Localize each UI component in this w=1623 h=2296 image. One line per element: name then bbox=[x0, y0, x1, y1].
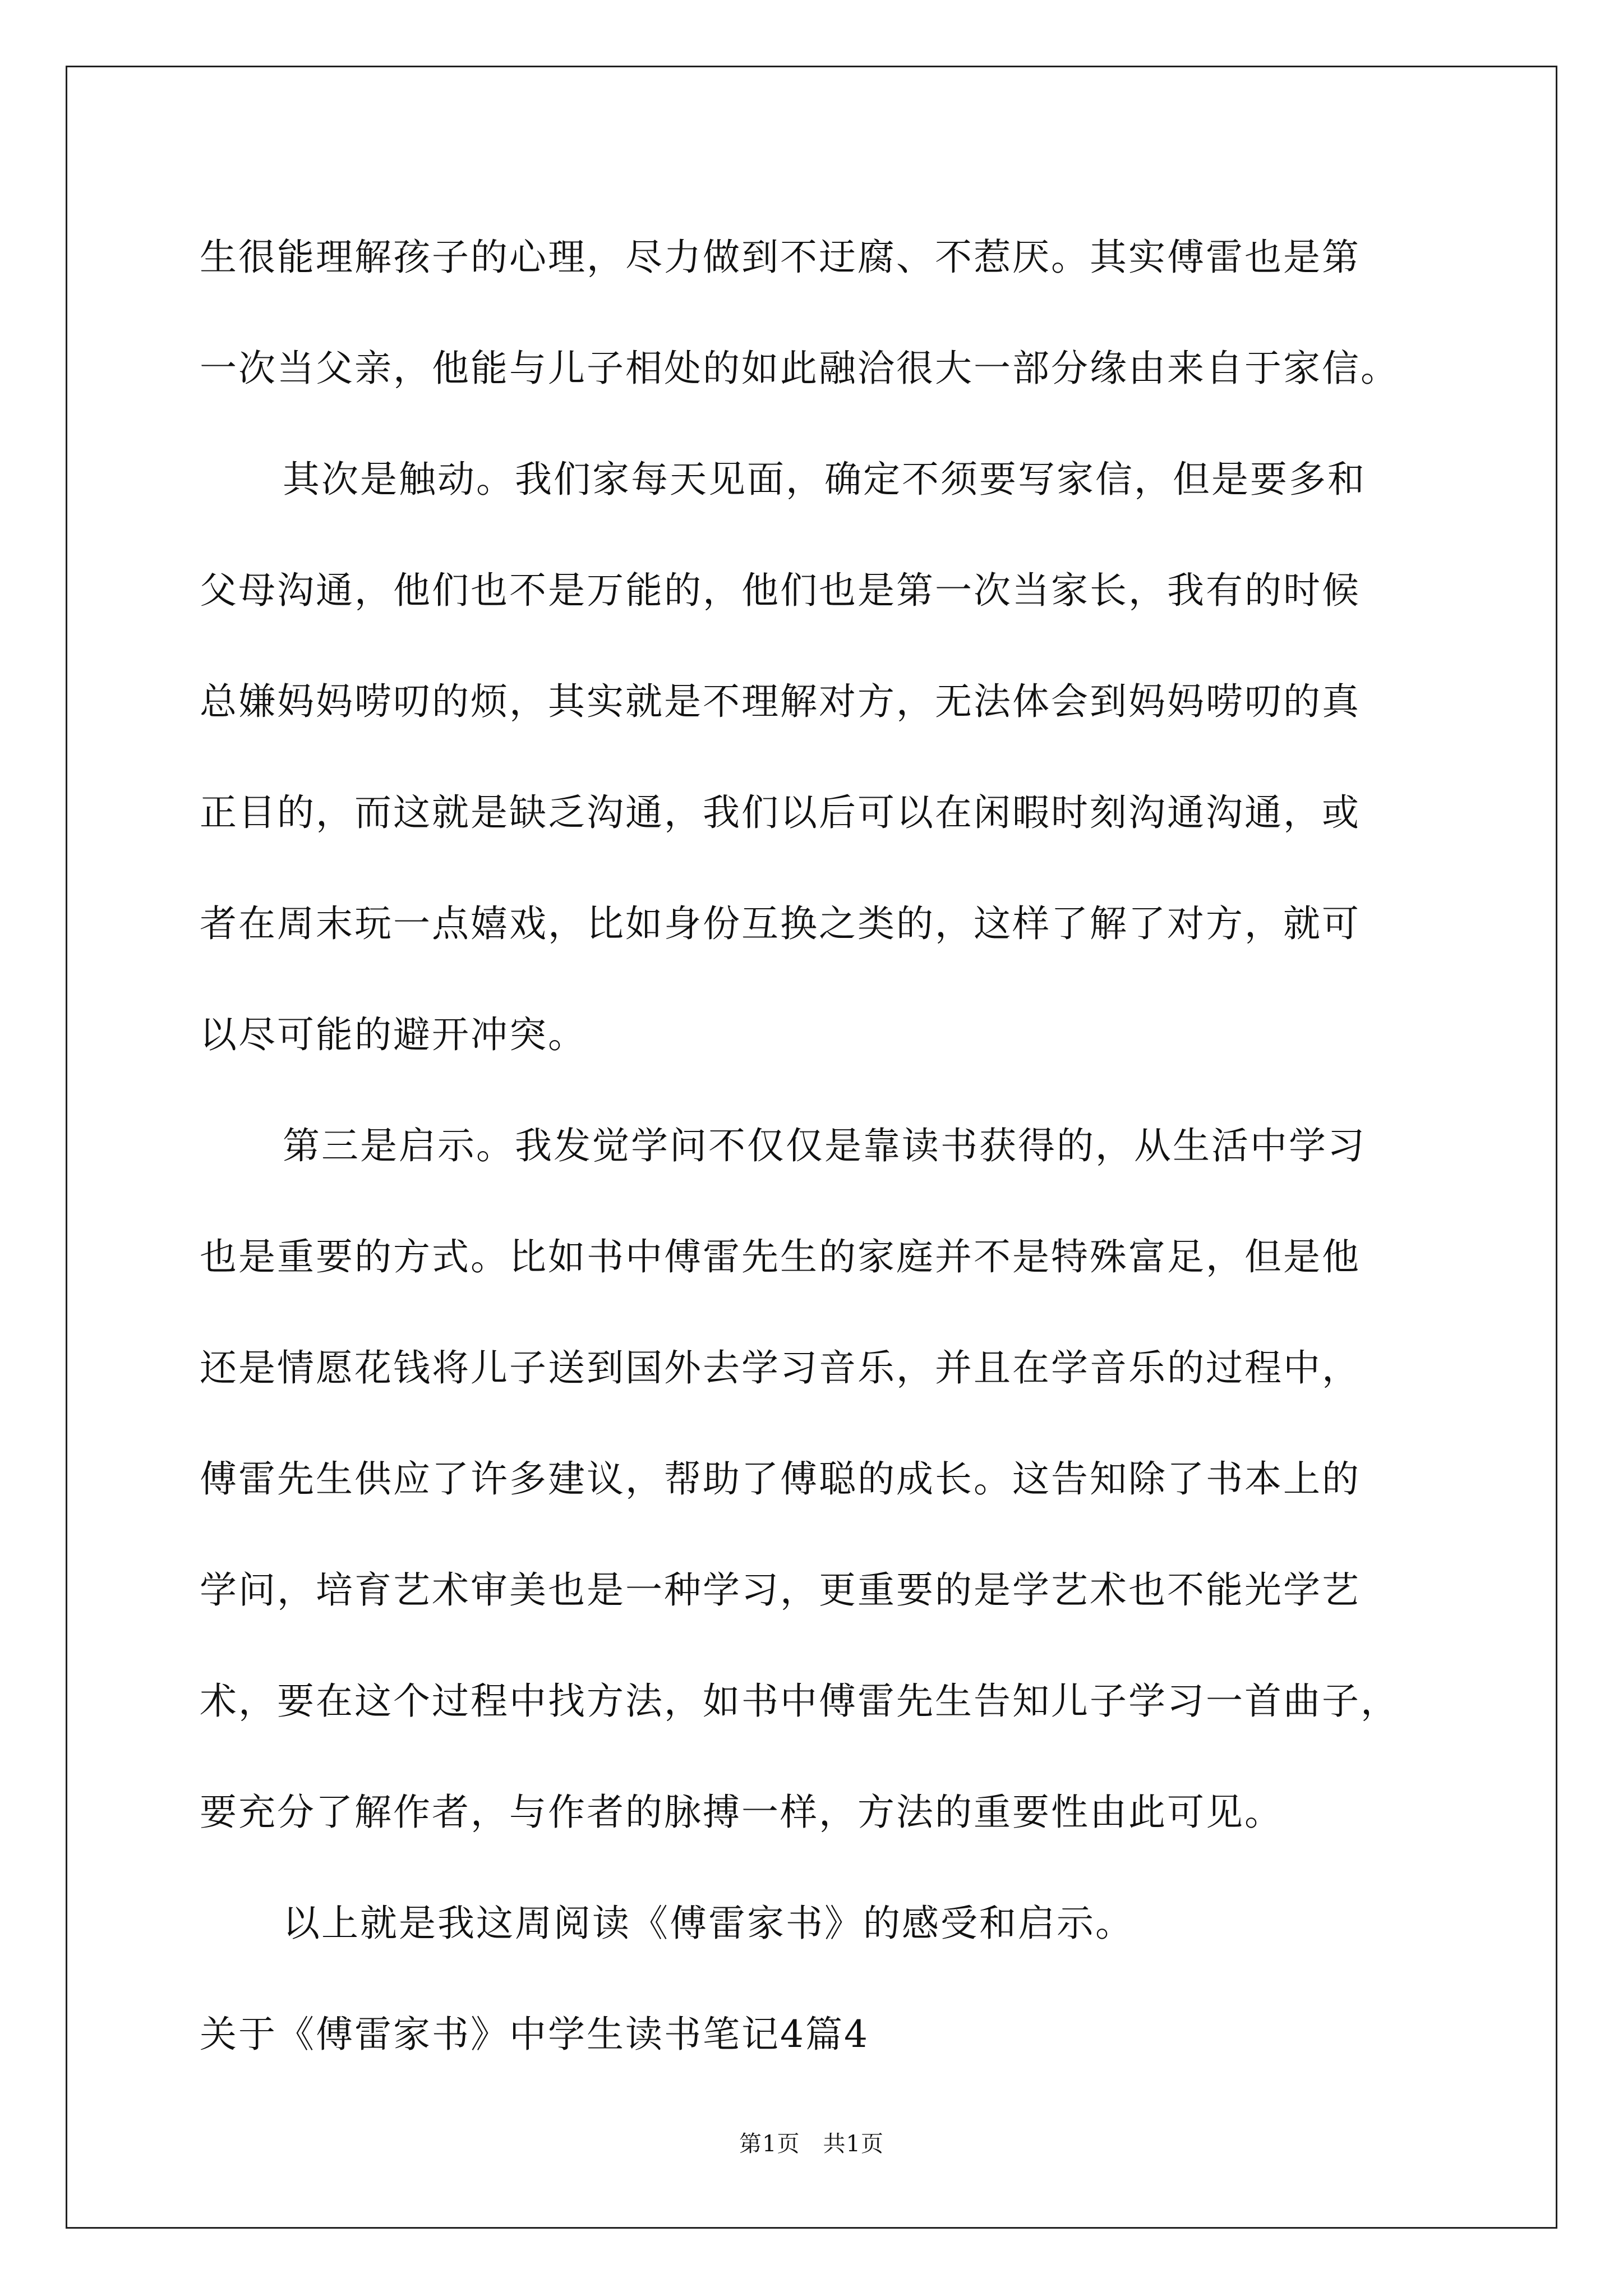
text-line: 还是情愿花钱将儿子送到国外去学习音乐，并且在学音乐的过程中， bbox=[200, 1346, 1361, 1389]
text-line: 以尽可能的避开冲突。 bbox=[200, 1013, 587, 1056]
text-line: 要充分了解作者，与作者的脉搏一样，方法的重要性由此可见。 bbox=[200, 1791, 1283, 1834]
text-line: 者在周末玩一点嬉戏，比如身份互换之类的，这样了解了对方，就可 bbox=[200, 902, 1361, 945]
text-line: 术，要在这个过程中找方法，如书中傅雷先生告知儿子学习一首曲子， bbox=[200, 1680, 1399, 1723]
text-line: 一次当父亲，他能与儿子相处的如此融洽很大一部分缘由来自于家信。 bbox=[200, 347, 1399, 390]
document-body bbox=[200, 202, 1431, 2090]
text-line: 也是重要的方式。比如书中傅雷先生的家庭并不是特殊富足，但是他 bbox=[200, 1235, 1361, 1278]
paragraph-start: 第三是启示。我发觉学问不仅仅是靠读书获得的，从生活中学习 bbox=[283, 1124, 1366, 1167]
text-line: 傅雷先生供应了许多建议，帮助了傅聪的成长。这告知除了书本上的 bbox=[200, 1457, 1361, 1501]
paragraph-start: 以上就是我这周阅读《傅雷家书》的感受和启示。 bbox=[283, 1902, 1134, 1945]
text-line: 父母沟通，他们也不是万能的，他们也是第一次当家长，我有的时候 bbox=[200, 569, 1361, 612]
text-line: 生很能理解孩子的心理，尽力做到不迂腐、不惹厌。其实傅雷也是第 bbox=[200, 236, 1361, 279]
paragraph-start: 其次是触动。我们家每天见面，确定不须要写家信，但是要多和 bbox=[283, 458, 1366, 501]
text-line: 正目的，而这就是缺乏沟通，我们以后可以在闲暇时刻沟通沟通，或 bbox=[200, 791, 1361, 834]
text-line: 学问，培育艺术审美也是一种学习，更重要的是学艺术也不能光学艺 bbox=[200, 1568, 1361, 1612]
section-heading: 关于《傅雷家书》中学生读书笔记4篇4 bbox=[200, 2013, 869, 2056]
page-footer: 第1页 共1页 bbox=[739, 2131, 884, 2157]
text-line: 总嫌妈妈唠叨的烦，其实就是不理解对方，无法体会到妈妈唠叨的真 bbox=[200, 680, 1361, 723]
